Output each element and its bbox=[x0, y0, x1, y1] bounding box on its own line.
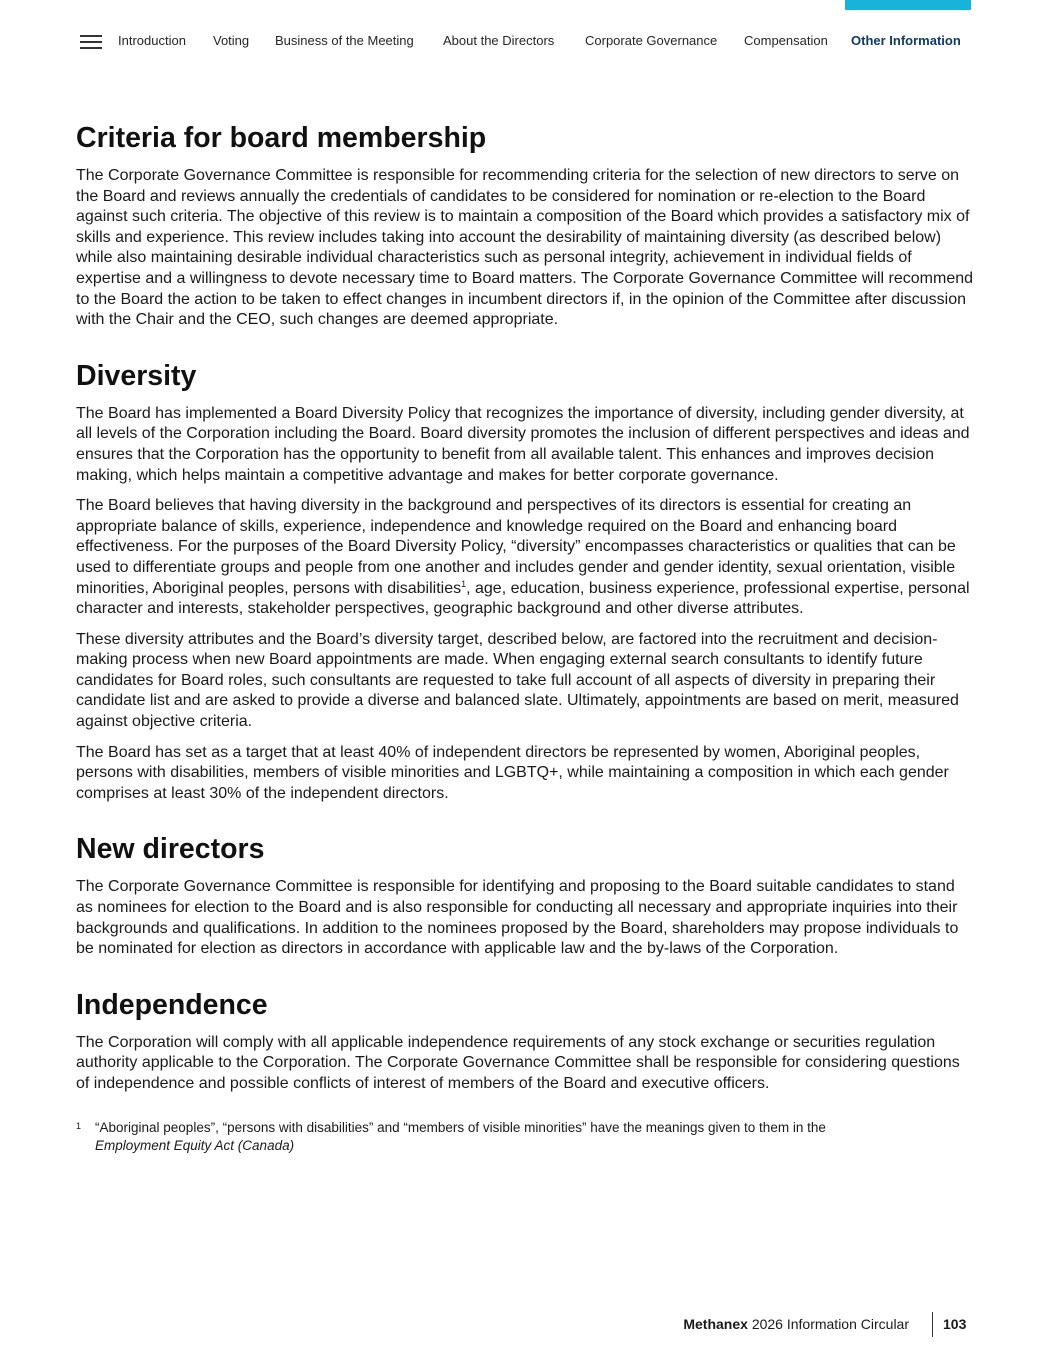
footnote bbox=[76, 1119, 974, 1155]
section-criteria bbox=[76, 120, 974, 331]
diversity-paragraph-4: The Board has set as a target that at least 40% of independent directors be represented by women, Aboriginal peoples, persons with disabilities, members of visible minorities and LGBTQ+, while maintaining a composition in which each gender comprises at least 30% of the independent directors. bbox=[76, 743, 949, 802]
section-diversity bbox=[76, 358, 974, 805]
footnote-marker: 1 bbox=[76, 1120, 82, 1131]
top-navigation bbox=[0, 33, 1048, 53]
section-title-criteria: Criteria for board membership bbox=[76, 122, 487, 154]
diversity-paragraph-3: These diversity attributes and the Board’s diversity target, described below, are factored into the recruitment and decision-making process when new Board appointments are made. When engaging external search consultants to identify future candidates for Board roles, such consultants are requested to take full account of all aspects of diversity in preparing their candidate list and are asked to provide a diverse and balanced slate. Ultimately, appointments are based on merit, measured against objective criteria. bbox=[76, 630, 959, 731]
page-number: 103 bbox=[943, 1316, 967, 1332]
hamburger-menu-icon[interactable] bbox=[80, 34, 102, 50]
diversity-paragraph-2 bbox=[76, 496, 974, 620]
diversity-paragraph-1: The Board has implemented a Board Diversity Policy that recognizes the importance of diversity, including gender diversity, at all levels of the Corporation including the Board. Board diversity promotes the inclusion of different perspectives and ideas and ensures that the Corporation has the opportunity to benefit from all available talent. This enhances and improves decision making, which helps maintain a competitive advantage and makes for better corporate governance. bbox=[76, 404, 970, 484]
nav-item-compensation[interactable]: Compensation bbox=[744, 33, 828, 48]
footnote-text: “Aboriginal peoples”, “persons with disabilities” and “members of visible minorities” have the meanings given to them in the bbox=[95, 1119, 826, 1135]
footer-company-name: Methanex bbox=[683, 1316, 748, 1332]
header-accent-tab bbox=[845, 0, 971, 10]
nav-item-about-the-directors[interactable]: About the Directors bbox=[443, 33, 555, 48]
independence-paragraph-1: The Corporation will comply with all applicable independence requirements of any stock exchange or securities regulation authority applicable to the Corporation. The Corporate Governance Committee shall be responsible for considering questions of independence and possible conflicts of interest of members of the Board and executive officers. bbox=[76, 1033, 960, 1092]
footer-divider bbox=[932, 1312, 933, 1337]
nav-item-other-information[interactable]: Other Information bbox=[851, 33, 961, 48]
nav-item-voting[interactable]: Voting bbox=[213, 33, 250, 48]
new-directors-paragraph-1: The Corporate Governance Committee is responsible for identifying and proposing to the Board suitable candidates to stand as nominees for election to the Board and is also responsible for conducting all necessary and appropriate inquiries into their backgrounds and qualifications. In addition to the nominees proposed by the Board, shareholders may propose individuals to be nominated for election as directors in accordance with applicable law and the by-laws of the Corporation. bbox=[76, 878, 959, 958]
section-title-new-directors: New directors bbox=[76, 833, 265, 866]
criteria-paragraph-1: The Corporate Governance Committee is responsible for recommending criteria for the selection of new directors to serve on the Board and reviews annually the credentials of candidates to be considered for nomination or re-election to the Board against such criteria. The objective of this review is to maintain a composition of the Board which provides a satisfactory mix of skills and experience. This review includes taking into account the desirability of maintaining diversity (as described below) while also maintaining desirable individual characteristics such as personal integrity, achievement in individual fields of expertise and a willingness to devote necessary time to Board matters. The Corporate Governance Committee will recommend to the Board the action to be taken to effect changes in incumbent directors if, in the opinion of the Committee after discussion with the Chair and the CEO, such changes are deemed appropriate. bbox=[76, 167, 974, 329]
section-title-diversity: Diversity bbox=[76, 359, 197, 392]
section-independence bbox=[76, 987, 974, 1095]
footer-document-title bbox=[683, 1316, 909, 1332]
main-content bbox=[76, 120, 974, 1155]
section-title-independence: Independence bbox=[76, 988, 268, 1021]
nav-item-business-of-the-meeting[interactable]: Business of the Meeting bbox=[275, 33, 414, 48]
footnote-reference[interactable]: 1 bbox=[461, 578, 467, 589]
section-new-directors bbox=[76, 831, 974, 959]
nav-item-corporate-governance[interactable]: Corporate Governance bbox=[585, 33, 718, 48]
diversity-paragraph-2-part-b: , age, education, business experience, professional expertise, personal character and interests, stakeholder perspectives, geographic background and other diverse attributes. bbox=[76, 579, 970, 618]
footnote-italic-act: Employment Equity Act (Canada) bbox=[95, 1137, 295, 1153]
nav-item-introduction[interactable]: Introduction bbox=[118, 33, 186, 48]
footer-document-name: 2026 Information Circular bbox=[751, 1316, 909, 1332]
diversity-paragraph-2-part-a: The Board believes that having diversity in the background and perspectives of its directors is essential for creating an appropriate balance of skills, experience, independence and knowledge required on the Board and enhancing board effectiveness. For the purposes of the Board Diversity Policy, “diversity” encompasses characteristics or qualities that can be used to differentiate groups and people from one another and includes gender and gender identity, sexual orientation, visible minorities, Aboriginal peoples, persons with disabilities bbox=[76, 497, 956, 597]
